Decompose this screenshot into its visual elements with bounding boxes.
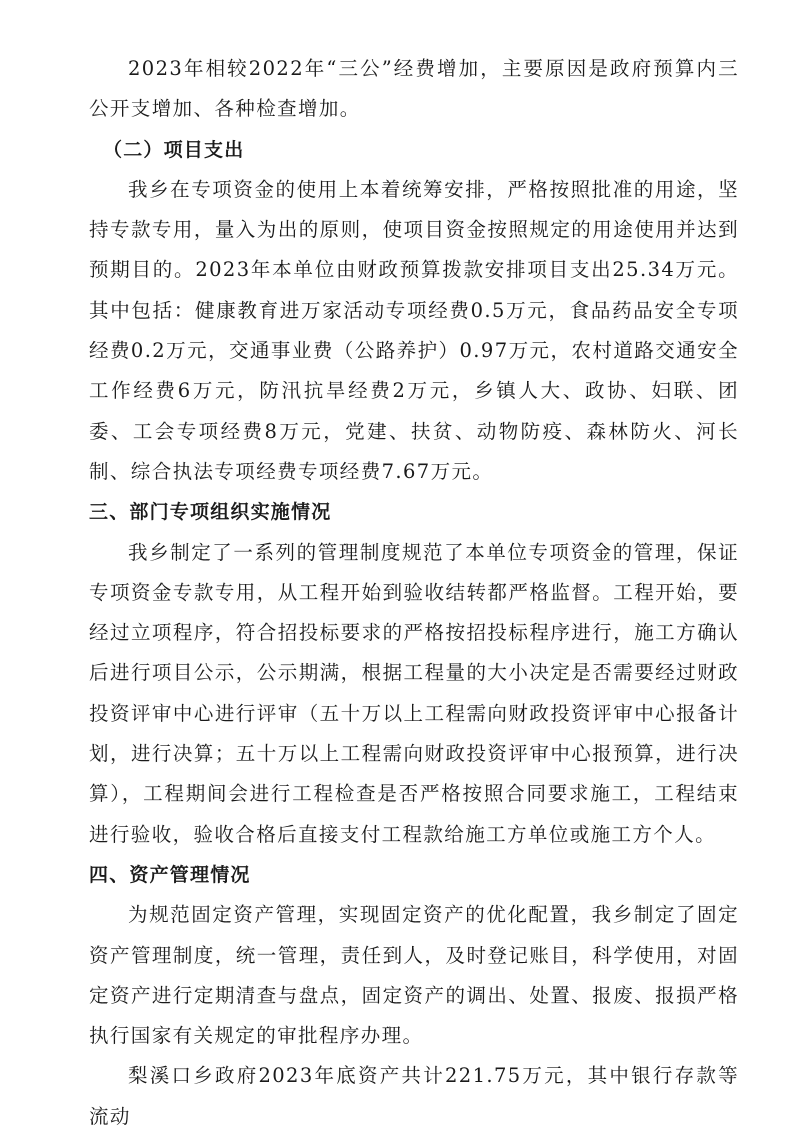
paragraph-asset-management: 为规范固定资产管理，实现固定资产的优化配置，我乡制定了固定资产管理制度，统一管理，责任到人，及时登记账目，科学使用，对固定资产进行定期清查与盘点，固定资产的调出、处置、报废、报损严格执行国家有关规定的审批程序办理。 (89, 903, 739, 1048)
paragraph-sangong-explanation: 2023年相较2022年“三公”经费增加，主要原因是政府预算内三公开支增加、各种检查增加。 (89, 57, 739, 121)
paragraph-special-project-implementation: 我乡制定了一系列的管理制度规范了本单位专项资金的管理，保证专项资金专款专用，从工程开始到验收结转都严格监督。工程开始，要经过立项程序，符合招投标要求的严格按招投标程序进行，施工方确认后进行项目公示，公示期满，根据工程量的大小决定是否需要经过财政投资评审中心进行评审（五十万以上工程需向财政投资评审中心报备计划，进行决算；五十万以上工程需向财政投资评审中心报预算，进行决算），工程期间会进行工程检查是否严格按照合同要求施工，工程结束进行验收，验收合格后直接支付工程款给施工方单位或施工方个人。 (89, 540, 739, 846)
heading-special-project-implementation: 三、部门专项组织实施情况 (89, 501, 332, 524)
paragraph-project-expenditure: 我乡在专项资金的使用上本着统筹安排，严格按照批准的用途，坚持专款专用，量入为出的原则，使项目资金按照规定的用途使用并达到预期目的。2023年本单位由财政预算拨款安排项目支出25.34万元。其中包括：健康教育进万家活动专项经费0.5万元，食品药品安全专项经费0.2万元，交通事业费（公路养护）0.97万元，农村道路交通安全工作经费6万元，防汛抗旱经费2万元，乡镇人大、政协、妇联、团委、工会专项经费8万元，党建、扶贫、动物防疫、森林防火、河长制、综合执法专项经费专项经费7.67万元。 (89, 177, 739, 483)
paragraph-asset-total: 梨溪口乡政府2023年底资产共计221.75万元，其中银行存款等流动 (89, 1064, 739, 1128)
heading-project-expenditure: （二）项目支出 (103, 138, 245, 161)
document-body (89, 49, 739, 1137)
heading-asset-management: 四、资产管理情况 (89, 863, 251, 886)
